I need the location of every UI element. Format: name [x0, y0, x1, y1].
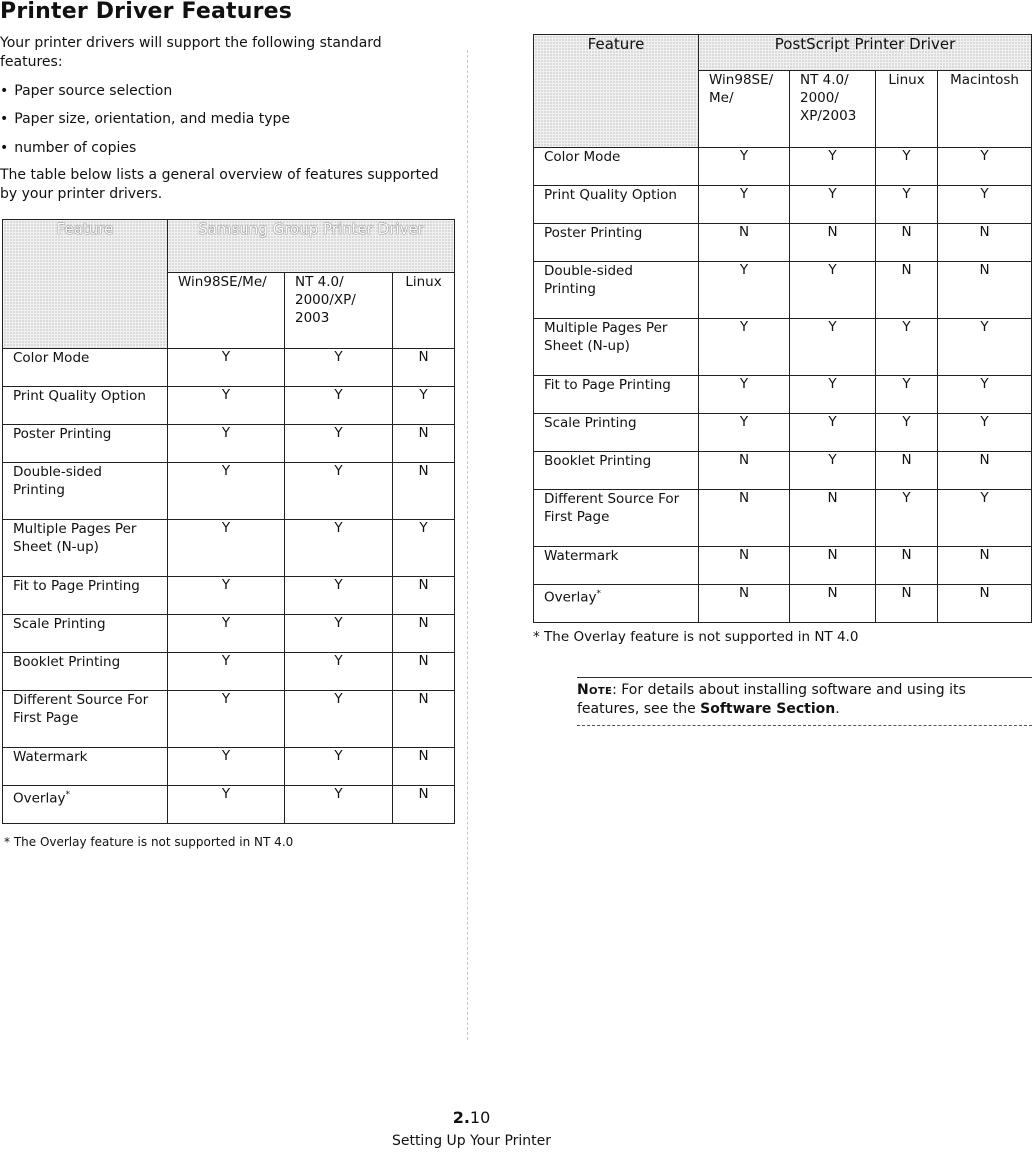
feature-name: Multiple Pages Per Sheet (N-up)	[544, 320, 668, 354]
table-row	[3, 691, 455, 748]
standard-features-list	[0, 82, 455, 158]
support-value-cell: N	[393, 349, 455, 387]
table-row	[534, 376, 1032, 414]
support-value-cell: N	[699, 547, 790, 585]
support-value-cell: Y	[168, 786, 285, 824]
feature-name-cell	[3, 653, 168, 691]
table-row	[534, 414, 1032, 452]
support-value-cell: Y	[168, 615, 285, 653]
table-row	[534, 262, 1032, 319]
support-value-cell: N	[790, 585, 876, 623]
support-value-cell: Y	[699, 376, 790, 414]
support-value-cell: Y	[285, 748, 393, 786]
support-value-cell: N	[393, 691, 455, 748]
page-number	[0, 1108, 943, 1127]
support-value-cell: Y	[938, 376, 1032, 414]
table-row	[3, 349, 455, 387]
table-row	[3, 425, 455, 463]
support-value-cell: Y	[285, 387, 393, 425]
column-divider	[467, 50, 468, 1040]
list-item: • Paper size, orientation, and media type	[0, 110, 455, 129]
driver-group-header: PostScript Printer Driver	[699, 35, 1032, 71]
table-row	[534, 186, 1032, 224]
feature-name: Scale Printing	[544, 415, 637, 431]
feature-name-cell	[3, 463, 168, 520]
support-value-cell: N	[938, 547, 1032, 585]
footnote-marker: *	[65, 790, 70, 800]
support-value-cell: Y	[285, 786, 393, 824]
support-value-cell: Y	[285, 463, 393, 520]
support-value-cell: N	[876, 547, 938, 585]
os-column-header: Linux	[393, 273, 455, 349]
feature-name: Watermark	[544, 548, 619, 564]
support-value-cell: Y	[285, 615, 393, 653]
support-value-cell: N	[876, 224, 938, 262]
support-value-cell: Y	[699, 319, 790, 376]
feature-name: Double-sided Printing	[13, 464, 102, 498]
table-row	[534, 585, 1032, 623]
support-value-cell: Y	[393, 387, 455, 425]
table-row	[534, 319, 1032, 376]
left-table-footnote: * The Overlay feature is not supported in NT 4.0	[4, 835, 294, 849]
feature-name-cell	[534, 490, 699, 547]
support-value-cell: Y	[168, 748, 285, 786]
table-row	[534, 452, 1032, 490]
os-column-header: Win98SE/ Me/	[699, 71, 790, 148]
feature-name-cell	[534, 186, 699, 224]
support-value-cell: N	[938, 262, 1032, 319]
feature-name: Booklet Printing	[13, 654, 121, 670]
support-value-cell: Y	[790, 186, 876, 224]
support-value-cell: N	[790, 490, 876, 547]
feature-name-cell	[534, 224, 699, 262]
table-row	[3, 577, 455, 615]
support-value-cell: Y	[168, 425, 285, 463]
support-value-cell: Y	[285, 349, 393, 387]
feature-name-cell	[534, 452, 699, 490]
feature-name: Color Mode	[544, 149, 621, 165]
feature-name: Watermark	[13, 749, 88, 765]
support-value-cell: Y	[790, 148, 876, 186]
support-value-cell: N	[699, 224, 790, 262]
page-footer	[0, 1108, 943, 1149]
support-value-cell: Y	[938, 414, 1032, 452]
support-value-cell: Y	[699, 262, 790, 319]
support-value-cell: Y	[938, 148, 1032, 186]
support-value-cell: Y	[285, 520, 393, 577]
feature-name: Fit to Page Printing	[13, 578, 140, 594]
support-value-cell: Y	[168, 577, 285, 615]
os-column-header: NT 4.0/ 2000/ XP/2003	[790, 71, 876, 148]
feature-name: Color Mode	[13, 350, 90, 366]
support-value-cell: N	[393, 463, 455, 520]
support-value-cell: Y	[168, 349, 285, 387]
support-value-cell: N	[393, 615, 455, 653]
feature-column-header: Feature	[3, 220, 168, 349]
note-label: Note	[577, 682, 613, 698]
chapter-number: 2.	[452, 1108, 470, 1127]
support-value-cell: Y	[790, 262, 876, 319]
feature-name-cell	[534, 585, 699, 623]
support-value-cell: N	[876, 452, 938, 490]
feature-name: Booklet Printing	[544, 453, 652, 469]
feature-name: Print Quality Option	[544, 187, 677, 203]
table-row	[534, 547, 1032, 585]
right-column	[533, 34, 1033, 645]
support-value-cell: N	[393, 653, 455, 691]
support-value-cell: N	[699, 490, 790, 547]
support-value-cell: Y	[168, 520, 285, 577]
support-value-cell: Y	[790, 414, 876, 452]
page-title: Printer Driver Features	[0, 0, 293, 24]
feature-name: Fit to Page Printing	[544, 377, 671, 393]
support-value-cell: Y	[699, 414, 790, 452]
support-value-cell: Y	[699, 186, 790, 224]
feature-name-cell	[534, 262, 699, 319]
footer-title: Setting Up Your Printer	[391, 1133, 552, 1149]
support-value-cell: Y	[285, 653, 393, 691]
left-column	[0, 0, 455, 204]
feature-name-cell	[3, 387, 168, 425]
support-value-cell: N	[790, 224, 876, 262]
feature-name: Different Source For First Page	[13, 692, 149, 726]
support-value-cell: N	[699, 452, 790, 490]
table-row	[3, 387, 455, 425]
support-value-cell: Y	[168, 653, 285, 691]
samsung-driver-features-table	[2, 219, 455, 824]
feature-name: Poster Printing	[544, 225, 643, 241]
table-row	[3, 786, 455, 824]
feature-name-cell	[3, 691, 168, 748]
os-column-header: Macintosh	[938, 71, 1032, 148]
feature-name: Multiple Pages Per Sheet (N-up)	[13, 521, 137, 555]
feature-name: Double-sided Printing	[544, 263, 633, 297]
support-value-cell: Y	[938, 186, 1032, 224]
os-column-header: Win98SE/Me/	[168, 273, 285, 349]
feature-name-cell	[534, 319, 699, 376]
support-value-cell: Y	[876, 319, 938, 376]
support-value-cell: Y	[699, 148, 790, 186]
support-value-cell: N	[876, 262, 938, 319]
feature-name: Overlay	[544, 589, 597, 606]
note-text-end: .	[835, 701, 840, 717]
support-value-cell: Y	[285, 425, 393, 463]
note-text: : For details about installing software and using its features, see the	[577, 682, 966, 717]
support-value-cell: Y	[168, 463, 285, 520]
intro-paragraph: Your printer drivers will support the following standard features:	[0, 35, 382, 70]
table-row	[3, 463, 455, 520]
support-value-cell: Y	[938, 319, 1032, 376]
table-row	[3, 615, 455, 653]
list-item: • number of copies	[0, 139, 455, 158]
support-value-cell: Y	[393, 520, 455, 577]
table-row	[534, 224, 1032, 262]
table-row	[534, 490, 1032, 547]
table-row	[3, 748, 455, 786]
support-value-cell: Y	[790, 452, 876, 490]
support-value-cell: N	[938, 224, 1032, 262]
support-value-cell: N	[938, 585, 1032, 623]
table-row	[3, 653, 455, 691]
support-value-cell: N	[393, 577, 455, 615]
software-section-reference: Software Section	[700, 701, 836, 717]
feature-name: Overlay	[13, 790, 66, 807]
feature-name: Different Source For First Page	[544, 491, 680, 525]
feature-name-cell	[3, 615, 168, 653]
note-box	[577, 677, 1032, 726]
os-column-header: Linux	[876, 71, 938, 148]
support-value-cell: N	[393, 425, 455, 463]
feature-name-cell	[3, 349, 168, 387]
feature-name: Poster Printing	[13, 426, 112, 442]
postscript-driver-features-table	[533, 34, 1032, 623]
support-value-cell: Y	[938, 490, 1032, 547]
support-value-cell: Y	[876, 186, 938, 224]
right-table-footnote: * The Overlay feature is not supported in NT 4.0	[533, 629, 859, 645]
feature-name: Print Quality Option	[13, 388, 146, 404]
feature-name-cell	[3, 520, 168, 577]
support-value-cell: Y	[876, 376, 938, 414]
support-value-cell: N	[876, 585, 938, 623]
feature-column-header: Feature	[534, 35, 699, 148]
feature-name-cell	[534, 547, 699, 585]
feature-name-cell	[3, 786, 168, 824]
footnote-marker: *	[596, 589, 601, 599]
support-value-cell: N	[699, 585, 790, 623]
table-row	[3, 520, 455, 577]
support-value-cell: Y	[285, 691, 393, 748]
support-value-cell: Y	[168, 691, 285, 748]
feature-name-cell	[3, 577, 168, 615]
support-value-cell: Y	[168, 387, 285, 425]
support-value-cell: N	[790, 547, 876, 585]
support-value-cell: Y	[790, 376, 876, 414]
page-index: 10	[469, 1108, 491, 1127]
support-value-cell: Y	[876, 148, 938, 186]
list-item: • Paper source selection	[0, 82, 455, 101]
feature-name-cell	[3, 748, 168, 786]
support-value-cell: N	[393, 748, 455, 786]
summary-paragraph: The table below lists a general overview of features supported by your printer drivers.	[0, 166, 439, 202]
support-value-cell: N	[393, 786, 455, 824]
feature-name: Scale Printing	[13, 616, 106, 632]
support-value-cell: Y	[285, 577, 393, 615]
feature-name-cell	[534, 148, 699, 186]
os-column-header: NT 4.0/ 2000/XP/ 2003	[285, 273, 393, 349]
support-value-cell: Y	[876, 414, 938, 452]
feature-name-cell	[3, 425, 168, 463]
feature-name-cell	[534, 414, 699, 452]
table-row	[534, 148, 1032, 186]
driver-group-header: Samsung Group Printer Driver	[168, 220, 455, 273]
support-value-cell: Y	[790, 319, 876, 376]
support-value-cell: N	[938, 452, 1032, 490]
feature-name-cell	[534, 376, 699, 414]
support-value-cell: Y	[876, 490, 938, 547]
